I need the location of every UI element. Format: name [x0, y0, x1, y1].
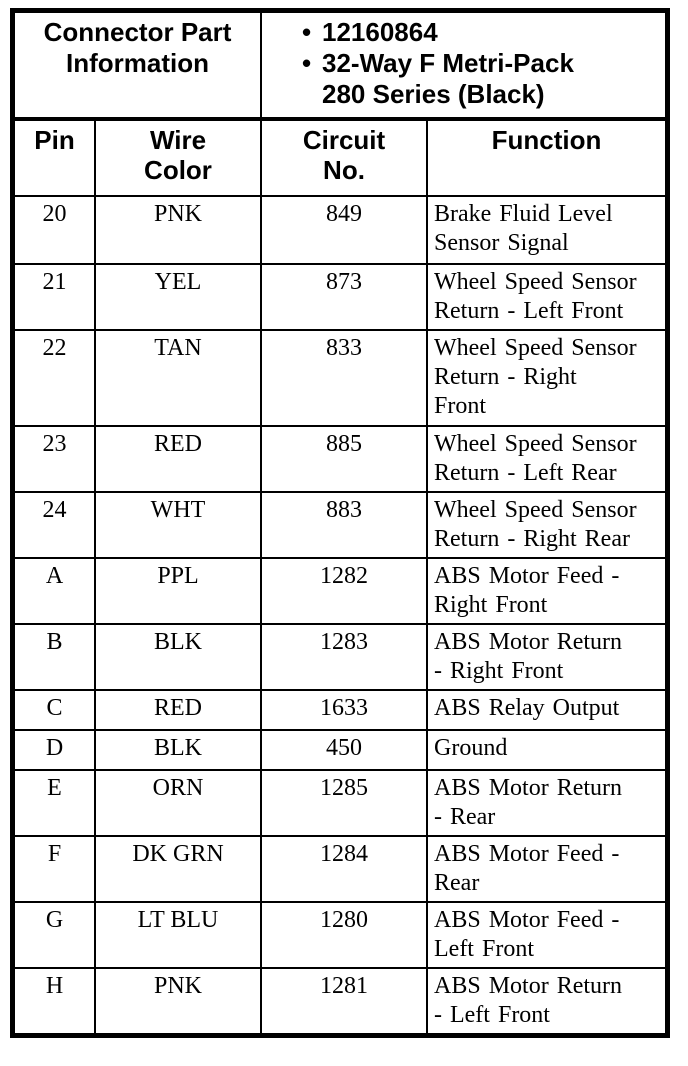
connector-part-details: [261, 12, 666, 118]
table-row: [14, 968, 666, 1034]
pin-cell: G: [14, 902, 95, 968]
function-line: Rear: [434, 870, 480, 896]
wire-color-cell: PPL: [95, 558, 261, 624]
column-header-wire-color-line1: Wire: [149, 125, 207, 155]
header-left-line2: Information: [66, 48, 209, 78]
part-number: 12160864: [322, 17, 438, 47]
function-line: ABS Motor Return: [434, 629, 623, 655]
pin-cell: F: [14, 836, 95, 902]
function-line: Right Front: [434, 592, 548, 618]
table-row: [14, 264, 666, 330]
circuit-cell: 873: [261, 264, 427, 330]
wire-color-cell: DK GRN: [95, 836, 261, 902]
function-line: Wheel Speed Sensor: [434, 269, 637, 295]
table-row: [14, 730, 666, 770]
column-header-function-label: Function: [491, 125, 602, 155]
table-row: [14, 624, 666, 690]
column-header-function: [427, 120, 666, 196]
column-header-wire-color: [95, 120, 261, 196]
pin-cell: B: [14, 624, 95, 690]
circuit-cell: 1284: [261, 836, 427, 902]
function-line: ABS Motor Return: [434, 775, 623, 801]
bullet-glyph: •: [302, 17, 312, 47]
bullet-glyph: •: [302, 48, 312, 78]
pin-cell: C: [14, 690, 95, 730]
function-line: ABS Motor Return: [434, 973, 623, 999]
function-line: Wheel Speed Sensor: [434, 335, 637, 361]
connector-type-line: [302, 48, 659, 79]
pin-cell: H: [14, 968, 95, 1034]
table-row: [14, 196, 666, 264]
function-cell: [427, 492, 666, 558]
table-row: [14, 690, 666, 730]
circuit-cell: 849: [261, 196, 427, 264]
function-cell: [427, 624, 666, 690]
function-line: Wheel Speed Sensor: [434, 497, 637, 523]
function-cell: [427, 730, 666, 770]
function-cell: [427, 902, 666, 968]
table-row: [14, 770, 666, 836]
pin-cell: 22: [14, 330, 95, 426]
function-line: - Rear: [434, 804, 496, 830]
column-header-pin-label: Pin: [34, 125, 75, 155]
table-row: [14, 558, 666, 624]
circuit-cell: 1281: [261, 968, 427, 1034]
pin-cell: 21: [14, 264, 95, 330]
function-line: ABS Motor Feed -: [434, 841, 620, 867]
function-cell: [427, 196, 666, 264]
function-line: Front: [434, 393, 487, 419]
pin-cell: 20: [14, 196, 95, 264]
circuit-cell: 1285: [261, 770, 427, 836]
function-line: ABS Motor Feed -: [434, 907, 620, 933]
function-cell: [427, 690, 666, 730]
function-cell: [427, 558, 666, 624]
function-line: Return - Right: [434, 364, 577, 390]
pin-cell: A: [14, 558, 95, 624]
wire-color-cell: PNK: [95, 196, 261, 264]
wire-color-cell: TAN: [95, 330, 261, 426]
column-header-circuit: [261, 120, 427, 196]
function-cell: [427, 968, 666, 1034]
part-number-line: [302, 17, 659, 48]
table-row: [14, 330, 666, 426]
wire-color-cell: RED: [95, 426, 261, 492]
connector-part-info-label: [14, 12, 261, 118]
circuit-cell: 1280: [261, 902, 427, 968]
function-line: Sensor Signal: [434, 230, 569, 256]
wire-color-cell: BLK: [95, 730, 261, 770]
column-header-wire-color-line2: Color: [144, 155, 212, 185]
function-line: - Right Front: [434, 658, 564, 684]
function-line: Return - Left Front: [434, 298, 624, 324]
pin-cell: E: [14, 770, 95, 836]
wire-color-cell: WHT: [95, 492, 261, 558]
connector-type: 32-Way F Metri-Pack: [322, 48, 574, 78]
wire-color-cell: BLK: [95, 624, 261, 690]
circuit-cell: 883: [261, 492, 427, 558]
table-row: [14, 902, 666, 968]
column-header-circuit-line2: No.: [323, 155, 365, 185]
function-cell: [427, 836, 666, 902]
function-cell: [427, 770, 666, 836]
function-line: Brake Fluid Level: [434, 201, 613, 227]
function-line: - Left Front: [434, 1002, 550, 1028]
table-row: [14, 492, 666, 558]
header-left-line1: Connector Part: [43, 17, 232, 47]
circuit-cell: 833: [261, 330, 427, 426]
wire-color-cell: PNK: [95, 968, 261, 1034]
connector-header-table: [13, 11, 667, 119]
function-line: Left Front: [434, 936, 534, 962]
function-line: ABS Motor Feed -: [434, 563, 620, 589]
pin-cell: D: [14, 730, 95, 770]
column-header-circuit-line1: Circuit: [302, 125, 386, 155]
function-line: Return - Left Rear: [434, 460, 617, 486]
wire-color-cell: LT BLU: [95, 902, 261, 968]
table-row: [14, 836, 666, 902]
table-row: [14, 426, 666, 492]
wire-color-cell: RED: [95, 690, 261, 730]
circuit-cell: 450: [261, 730, 427, 770]
wire-color-cell: ORN: [95, 770, 261, 836]
pinout-table: [13, 119, 667, 1035]
function-line: Ground: [434, 735, 508, 761]
connector-series: 280 Series (Black): [322, 79, 545, 109]
column-header-pin: [14, 120, 95, 196]
function-cell: [427, 264, 666, 330]
pin-cell: 23: [14, 426, 95, 492]
wire-color-cell: YEL: [95, 264, 261, 330]
circuit-cell: 1633: [261, 690, 427, 730]
function-cell: [427, 330, 666, 426]
circuit-cell: 1282: [261, 558, 427, 624]
pin-rows: [14, 196, 666, 1034]
circuit-cell: 885: [261, 426, 427, 492]
function-line: Return - Right Rear: [434, 526, 630, 552]
function-line: Wheel Speed Sensor: [434, 431, 637, 457]
column-header-row: [14, 120, 666, 196]
function-cell: [427, 426, 666, 492]
pin-cell: 24: [14, 492, 95, 558]
connector-table: [10, 8, 670, 1038]
circuit-cell: 1283: [261, 624, 427, 690]
function-line: ABS Relay Output: [434, 695, 620, 721]
